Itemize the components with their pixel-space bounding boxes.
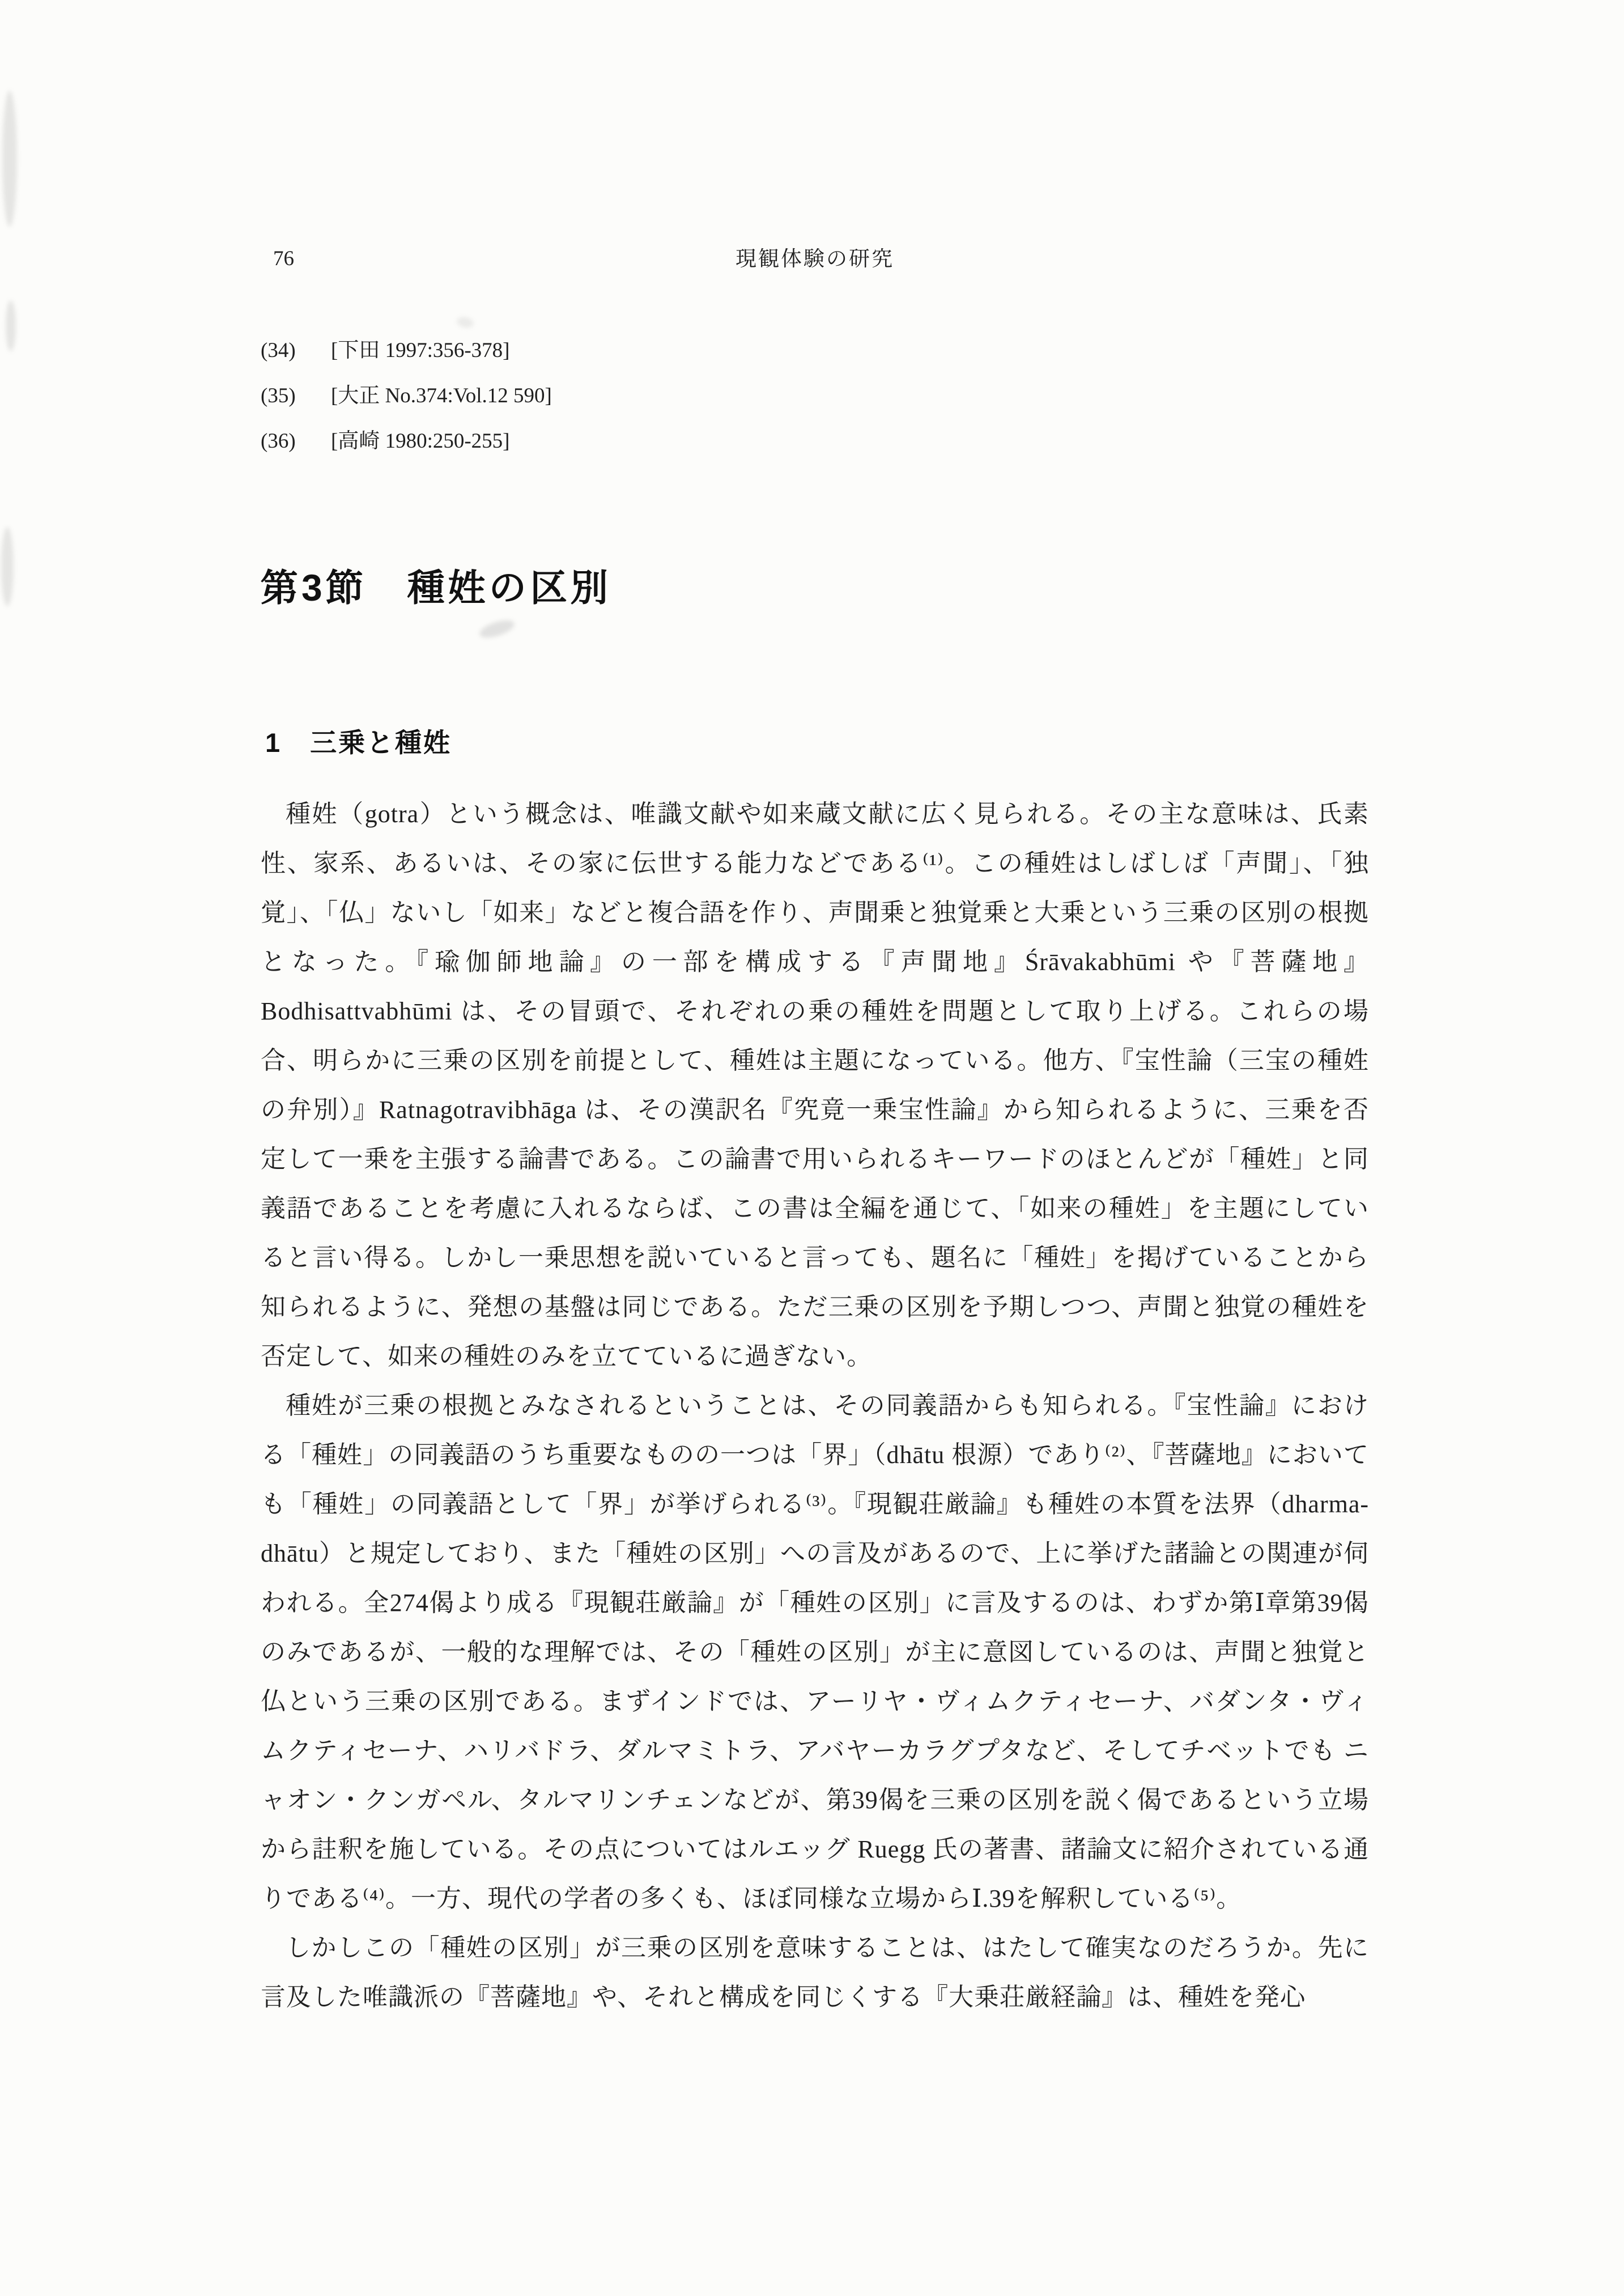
scan-artifact	[1, 527, 14, 606]
paragraph: 種姓が三乗の根拠とみなされるということは、その同義語からも知られる。『宝性論』における「種姓」の同義語のうち重要なものの一つは「界」（dhātu 根源）であり⁽²⁾、『菩薩地』においても「種姓」の同義語として「界」が挙げられる⁽³⁾。『現観荘厳論』も種姓の本質を法界（dharma-dhātu）と規定しており、また「種姓の区別」への言及があるので、上に挙げた諸論との関連が伺われる。全274偈より成る『現観荘厳論』が「種姓の区別」に言及するのは、わずか第Ⅰ章第39偈のみであるが、一般的な理解では、その「種姓の区別」が主に意図しているのは、声聞と独覚と仏という三乗の区別である。まずインドでは、アーリヤ・ヴィムクティセーナ、バダンタ・ヴィムクティセーナ、ハリバドラ、ダルマミトラ、アバヤーカラグプタなど、そしてチベットでも ニャオン・クンガペル、タルマリンチェンなどが、第39偈を三乗の区別を説く偈であるという立場から註釈を施している。その点についてはルエッグ Ruegg 氏の著書、諸論文に紹介されている通りである⁽⁴⁾。一方、現代の学者の多くも、ほぼ同様な立場からⅠ.39を解釈している⁽⁵⁾。	[261, 1392, 1370, 1912]
reference-number: (34)	[261, 339, 296, 362]
footnote-references	[261, 328, 1369, 464]
section-heading: 第3節 種姓の区別	[261, 567, 611, 609]
reference-number: (36)	[261, 430, 296, 453]
page-number: 76	[273, 247, 294, 270]
paragraph: 種姓（gotra）という概念は、唯識文献や如来蔵文献に広く見られる。その主な意味は、氏素性、家系、あるいは、その家に伝世する能力などである⁽¹⁾。この種姓はしばしば「声聞」、「独覚」、「仏」ないし「如来」などと複合語を作り、声聞乗と独覚乗と大乗という三乗の区別の根拠となった。『瑜伽師地論』の一部を構成する『声聞地』Śrāvakabhūmi や『菩薩地』Bodhisattvabhūmi は、その冒頭で、それぞれの乗の種姓を問題として取り上げる。これらの場合、明らかに三乗の区別を前提として、種姓は主題になっている。他方、『宝性論（三宝の種姓の弁別）』Ratnagotravibhāga は、その漢訳名『究竟一乗宝性論』から知られるように、三乗を否定して一乗を主張する論書である。この論書で用いられるキーワードのほとんどが「種姓」と同義語であることを考慮に入れるならば、この書は全編を通じて、「如来の種姓」を主題にしていると言い得る。しかし一乗思想を説いていると言っても、題名に「種姓」を掲げていることから知られるように、発想の基盤は同じである。ただ三乗の区別を予期しつつ、声聞と独覚の種姓を否定して、如来の種姓のみを立てているに過ぎない。	[261, 800, 1369, 1370]
running-title: 現観体験の研究	[736, 247, 894, 270]
scan-artifact	[6, 300, 16, 351]
reference-number: (35)	[261, 384, 296, 407]
scan-artifact	[456, 316, 474, 329]
reference-citation: [高崎 1980:250-255]	[331, 430, 510, 453]
subsection-heading: 1 三乗と種姓	[265, 728, 452, 758]
reference-item	[261, 373, 1369, 419]
reference-citation: [大正 No.374:Vol.12 590]	[331, 384, 552, 407]
page-header	[261, 244, 1369, 274]
scan-artifact	[478, 617, 516, 641]
paragraph: しかしこの「種姓の区別」が三乗の区別を意味することは、はたして確実なのだろうか。先に言及した唯識派の『菩薩地』や、それと構成を同じくする『大乗荘厳経論』は、種姓を発心	[261, 1934, 1369, 2011]
reference-item	[261, 328, 1369, 373]
reference-item	[261, 419, 1369, 464]
body-text	[261, 789, 1369, 2022]
scan-artifact	[2, 91, 17, 227]
reference-citation: [下田 1997:356-378]	[331, 339, 510, 362]
